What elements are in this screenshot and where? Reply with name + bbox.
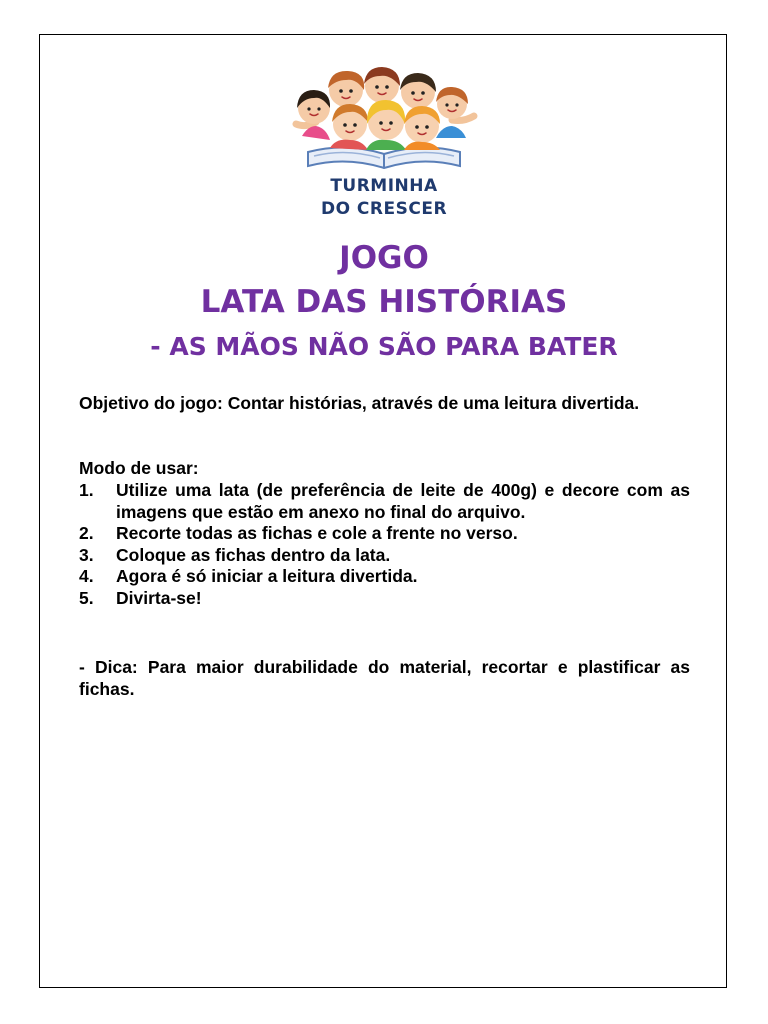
list-item-number: 1. (79, 480, 94, 500)
title-line-3: - AS MÃOS NÃO SÃO PARA BATER (150, 332, 618, 361)
list-item (79, 566, 690, 588)
tip-paragraph: - Dica: Para maior durabilidade do material, recortar e plastificar as fichas. (79, 657, 690, 699)
list-item (79, 523, 690, 545)
brand-line-2: DO CRESCER (320, 199, 448, 219)
list-item (79, 588, 690, 610)
children-reading-book-logo (286, 64, 482, 174)
objective-paragraph: Objetivo do jogo: Contar histórias, através de uma leitura divertida. (79, 393, 640, 413)
list-item-text: Agora é só iniciar a leitura divertida. (116, 566, 418, 586)
brand-line-1: TURMINHA (330, 176, 438, 196)
list-item-number: 2. (79, 523, 94, 543)
title-line-2: LATA DAS HISTÓRIAS (200, 284, 568, 320)
usage-heading: Modo de usar: (79, 458, 199, 478)
list-item-text: Coloque as fichas dentro da lata. (116, 544, 391, 565)
list-item-number: 4. (79, 566, 94, 586)
list-item (79, 480, 690, 523)
list-item-number: 5. (79, 587, 94, 608)
list-item-number: 3. (79, 544, 94, 565)
steps-list (79, 480, 690, 609)
list-item-text: Utilize uma lata (de preferência de leite de 400g) e decore com as imagens que estão em anexo no final do arquivo. (116, 480, 690, 522)
title-line-1: JOGO (339, 240, 429, 276)
list-item-text: Divirta-se! (116, 587, 202, 608)
list-item-text: Recorte todas as fichas e cole a frente no verso. (116, 523, 518, 543)
list-item (79, 545, 690, 567)
